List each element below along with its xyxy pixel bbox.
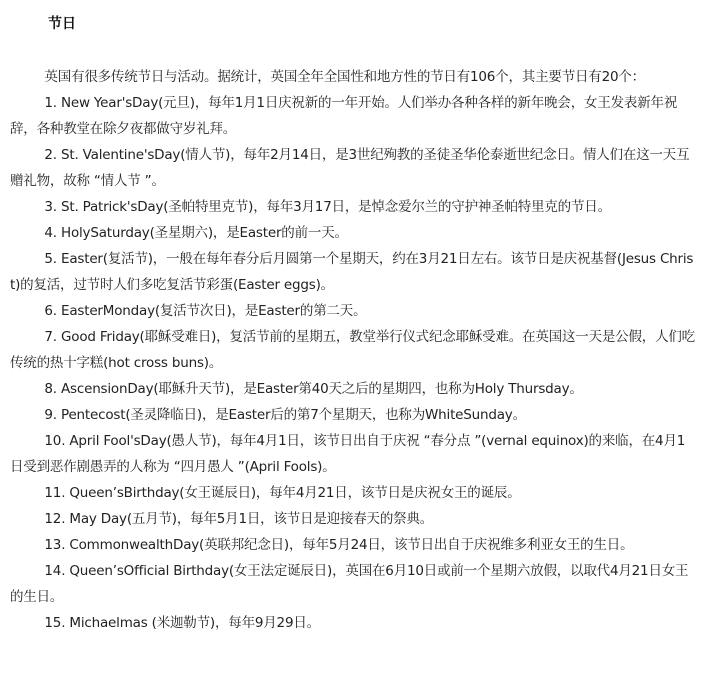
list-item: 2. St. Valentine'sDay(情人节)，每年2月14日，是3世纪殉教的圣徒圣华伦泰逝世纪念日。情人们在这一天互赠礼物，故称 “情人节 ”。 [10,147,690,189]
list-item: 8. AscensionDay(耶稣升天节)，是Easter第40天之后的星期四，也称为Holy Thursday。 [44,381,583,397]
list-item: 10. April Fool'sDay(愚人节)，每年4月1日，该节日出自于庆祝 “春分点 ”(vernal equinox)的来临，在4月1日受到恶作剧愚弄的人称为 “四月愚人 ”(April Fools)。 [10,433,686,475]
list-item: 12. May Day(五月节)，每年5月1日，该节日是迎接春天的祭典。 [44,511,434,527]
list-item: 11. Queen’sBirthday(女王诞辰日)，每年4月21日，该节日是庆祝女王的诞辰。 [44,485,521,501]
list-item: 7. Good Friday(耶稣受难日)，复活节前的星期五，教堂举行仪式纪念耶稣受难。在英国这一天是公假，人们吃传统的热十字糕(hot cross buns)。 [10,329,695,371]
list-item: 4. HolySaturday(圣星期六)，是Easter的前一天。 [44,225,348,241]
list-item: 3. St. Patrick'sDay(圣帕特里克节)，每年3月17日，是悼念爱尔兰的守护神圣帕特里克的节日。 [44,199,611,215]
list-item: 15. Michaelmas (米迦勒节)，每年9月29日。 [44,615,320,631]
list-item: 13. CommonwealthDay(英联邦纪念日)，每年5月24日，该节日出自于庆祝维多利亚女王的生日。 [44,537,634,553]
page-title: 节日 [48,16,76,32]
list-item: 6. EasterMonday(复活节次日)，是Easter的第二天。 [44,303,367,319]
list-item: 1. New Year'sDay(元旦)，每年1月1日庆祝新的一年开始。人们举办各种各样的新年晚会，女王发表新年祝辞，各种教堂在除夕夜都做守岁礼拜。 [10,95,678,137]
list-item: 5. Easter(复活节)，一般在每年春分后月圆第一个星期天，约在3月21日左右。该节日是庆祝基督(Jesus Christ)的复活，过节时人们多吃复活节彩蛋(Easter eggs)。 [10,251,694,293]
intro-paragraph: 英国有很多传统节日与活动。据统计，英国全年全国性和地方性的节日有106个，其主要节日有20个： [44,69,645,85]
list-item: 14. Queen’sOfficial Birthday(女王法定诞辰日)，英国在6月10日或前一个星期六放假，以取代4月21日女王的生日。 [10,563,689,605]
article-body [10,64,698,636]
list-item: 9. Pentecost(圣灵降临日)，是Easter后的第7个星期天，也称为WhiteSunday。 [44,407,526,423]
